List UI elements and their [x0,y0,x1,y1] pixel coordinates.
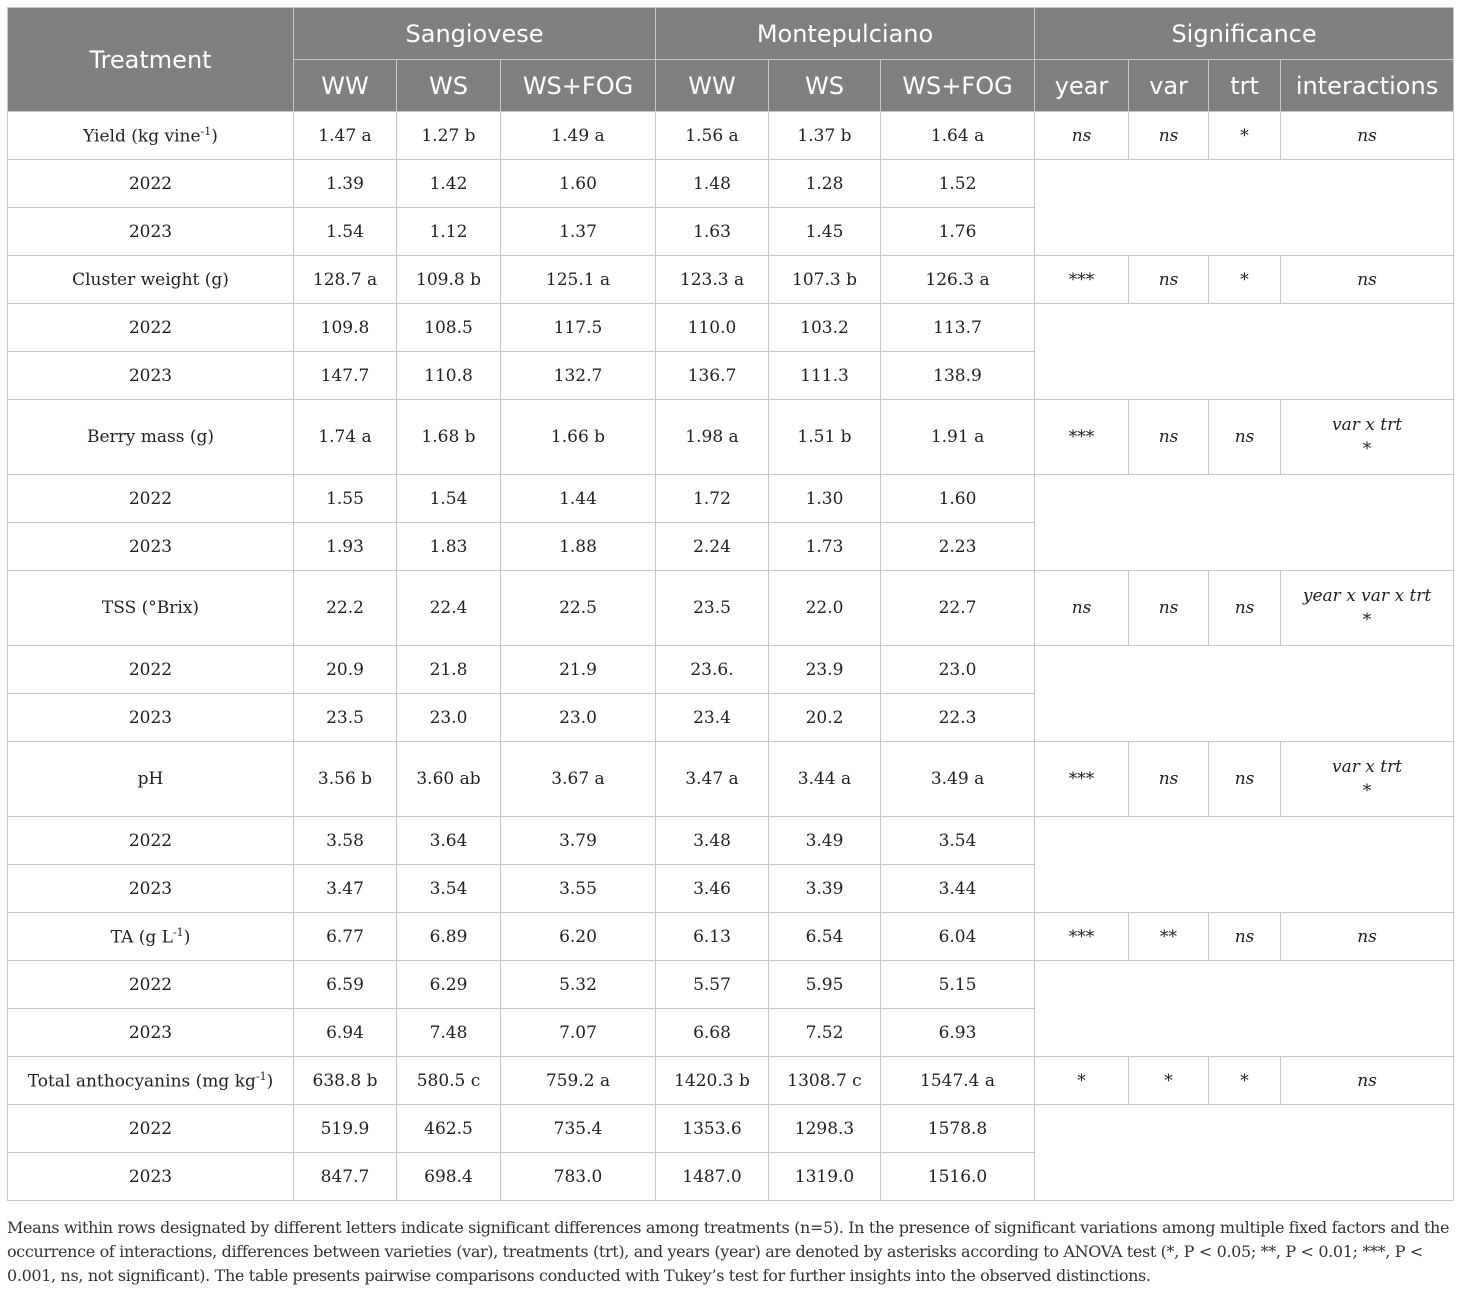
header-sangiovese: Sangiovese [294,8,656,60]
value-cell: 147.7 [294,352,397,400]
row-label-text: 2023 [128,1022,173,1043]
interaction-cell [1281,1057,1454,1105]
row-label [8,865,294,913]
value-cell: 3.60 ab [397,742,501,817]
value-cell: 5.95 [769,961,881,1009]
empty-significance-block [1035,646,1454,742]
value-cell: 107.3 b [769,256,881,304]
value-cell: 1.48 [656,160,769,208]
unit-suffix: ) [183,927,191,948]
interaction-cell [1281,400,1454,475]
significance-cell: ns [1209,913,1281,961]
value-cell: 580.5 c [397,1057,501,1105]
interaction-cell [1281,571,1454,646]
value-cell: 22.0 [769,571,881,646]
significance-cell: ns [1129,571,1209,646]
significance-cell: * [1209,256,1281,304]
value-cell: 3.55 [501,865,656,913]
value-cell: 698.4 [397,1153,501,1201]
value-cell: 1.98 a [656,400,769,475]
value-cell: 23.0 [397,694,501,742]
value-cell: 2.23 [881,523,1035,571]
value-cell: 110.8 [397,352,501,400]
value-cell: 109.8 b [397,256,501,304]
empty-significance-block [1035,304,1454,400]
subheader-cell: WW [294,60,397,112]
value-cell: 6.29 [397,961,501,1009]
value-cell: 5.32 [501,961,656,1009]
interaction-cell [1281,913,1454,961]
row-label [8,208,294,256]
table-row-variable [8,256,1454,304]
table-row-variable [8,400,1454,475]
interaction-term: year x var x trt [1302,586,1432,606]
value-cell: 1.83 [397,523,501,571]
value-cell: 23.0 [501,694,656,742]
significance-cell: *** [1035,913,1129,961]
interaction-cell [1281,256,1454,304]
value-cell: 1.93 [294,523,397,571]
value-cell: 1.60 [501,160,656,208]
row-label-text: Yield (kg vine [83,126,201,147]
value-cell: 128.7 a [294,256,397,304]
value-cell: 1.51 b [769,400,881,475]
row-label [8,304,294,352]
value-cell: 1.54 [294,208,397,256]
subheader-cell: WS [397,60,501,112]
row-label [8,1057,294,1105]
value-cell: 20.9 [294,646,397,694]
row-label [8,646,294,694]
value-cell: 6.54 [769,913,881,961]
value-cell: 1.49 a [501,112,656,160]
significance-cell: *** [1035,256,1129,304]
value-cell: 462.5 [397,1105,501,1153]
row-label [8,400,294,475]
value-cell: 7.48 [397,1009,501,1057]
empty-significance-block [1035,160,1454,256]
value-cell: 21.9 [501,646,656,694]
significance-cell: * [1209,1057,1281,1105]
value-cell: 1353.6 [656,1105,769,1153]
value-cell: 3.79 [501,817,656,865]
value-cell: 6.77 [294,913,397,961]
row-label [8,694,294,742]
value-cell: 1487.0 [656,1153,769,1201]
value-cell: 1.28 [769,160,881,208]
value-cell: 117.5 [501,304,656,352]
value-cell: 3.47 a [656,742,769,817]
value-cell: 3.48 [656,817,769,865]
value-cell: 23.6. [656,646,769,694]
value-cell: 132.7 [501,352,656,400]
table-footnote: Means within rows designated by different letters indicate significant differences among treatments (n=5). In the presence of significant variations among multiple fixed factors and the occurrence of interactions, differences between varieties (var), treatments (trt), and years (year) are denoted by asterisks according to ANOVA test (*, P < 0.05; **, P < 0.01; ***, P < 0.001, ns, not significant). The table presents pairwise comparisons conducted with Tukey’s test for further insights into the observed distinctions. [7,1218,1450,1285]
value-cell: 22.7 [881,571,1035,646]
significance-cell: *** [1035,742,1129,817]
value-cell: 1319.0 [769,1153,881,1201]
row-label [8,523,294,571]
value-cell: 3.54 [397,865,501,913]
value-cell: 1.72 [656,475,769,523]
interaction-term: var x trt [1332,757,1403,777]
value-cell: 1.55 [294,475,397,523]
value-cell: 3.46 [656,865,769,913]
value-cell: 23.5 [656,571,769,646]
value-cell: 1.73 [769,523,881,571]
value-cell: 6.13 [656,913,769,961]
row-label-text: 2022 [128,173,173,194]
value-cell: 22.2 [294,571,397,646]
row-label-text: pH [137,769,164,789]
unit-superscript: -1 [200,124,212,138]
empty-significance-block [1035,1105,1454,1201]
row-label [8,913,294,961]
row-label-text: 2022 [128,1118,173,1139]
value-cell: 3.56 b [294,742,397,817]
value-cell: 109.8 [294,304,397,352]
value-cell: 1.37 [501,208,656,256]
row-label [8,256,294,304]
table-row-variable [8,742,1454,817]
row-label [8,1009,294,1057]
row-label-text: 2023 [128,707,173,728]
table-row-year [8,646,1454,694]
table-row-year [8,817,1454,865]
significance-cell: ns [1209,742,1281,817]
value-cell: 1.76 [881,208,1035,256]
value-cell: 20.2 [769,694,881,742]
value-cell: 638.8 b [294,1057,397,1105]
value-cell: 3.44 a [769,742,881,817]
row-label [8,961,294,1009]
table-row-variable [8,571,1454,646]
value-cell: 6.68 [656,1009,769,1057]
value-cell: 125.1 a [501,256,656,304]
value-cell: 1.88 [501,523,656,571]
subheader-cell: WS+FOG [501,60,656,112]
value-cell: 23.5 [294,694,397,742]
table-row-variable [8,1057,1454,1105]
value-cell: 23.9 [769,646,881,694]
interaction-term: ns [1357,1070,1377,1091]
row-label-text: Berry mass (g) [86,427,215,447]
value-cell: 23.4 [656,694,769,742]
value-cell: 22.5 [501,571,656,646]
value-cell: 1.68 b [397,400,501,475]
row-label-text: Total anthocyanins (mg kg [27,1071,256,1092]
significance-cell: ns [1035,112,1129,160]
row-label-text: 2022 [128,974,173,995]
table-row-variable [8,112,1454,160]
value-cell: 1.66 b [501,400,656,475]
row-label-text: 2022 [128,317,173,338]
row-label-text: TSS (°Brix) [101,598,200,618]
value-cell: 136.7 [656,352,769,400]
value-cell: 1.56 a [656,112,769,160]
value-cell: 1.45 [769,208,881,256]
row-label-text: 2022 [128,659,173,680]
significance-cell: ns [1035,571,1129,646]
table-body [8,112,1454,1201]
value-cell: 23.0 [881,646,1035,694]
value-cell: 1.12 [397,208,501,256]
value-cell: 6.04 [881,913,1035,961]
row-label [8,352,294,400]
interaction-significance: * [1362,610,1372,630]
header-significance: Significance [1035,8,1454,60]
unit-suffix: ) [266,1071,274,1092]
row-label [8,112,294,160]
subheader-cell: WS+FOG [881,60,1035,112]
value-cell: 1.74 a [294,400,397,475]
value-cell: 5.57 [656,961,769,1009]
value-cell: 110.0 [656,304,769,352]
row-label-text: 2023 [128,1166,173,1187]
unit-superscript: -1 [172,925,184,939]
row-label [8,475,294,523]
significance-cell: ** [1129,913,1209,961]
value-cell: 1.47 a [294,112,397,160]
row-label-text: 2022 [128,488,173,509]
value-cell: 783.0 [501,1153,656,1201]
row-label-text: Cluster weight (g) [72,269,229,290]
value-cell: 22.4 [397,571,501,646]
value-cell: 1578.8 [881,1105,1035,1153]
value-cell: 5.15 [881,961,1035,1009]
value-cell: 111.3 [769,352,881,400]
value-cell: 103.2 [769,304,881,352]
row-label [8,1153,294,1201]
value-cell: 1420.3 b [656,1057,769,1105]
value-cell: 1.52 [881,160,1035,208]
value-cell: 1308.7 c [769,1057,881,1105]
value-cell: 1.60 [881,475,1035,523]
row-label [8,160,294,208]
value-cell: 1.63 [656,208,769,256]
value-cell: 1.39 [294,160,397,208]
significance-cell: ns [1209,571,1281,646]
value-cell: 1.27 b [397,112,501,160]
value-cell: 6.89 [397,913,501,961]
results-table [7,7,1454,1201]
interaction-significance: * [1362,781,1372,801]
value-cell: 1.91 a [881,400,1035,475]
interaction-significance: * [1362,439,1372,459]
unit-superscript: -1 [255,1069,267,1083]
table-row-year [8,961,1454,1009]
row-label [8,1105,294,1153]
interaction-term: ns [1357,926,1377,947]
value-cell: 1.30 [769,475,881,523]
interaction-term: ns [1357,125,1377,146]
row-label-text: 2022 [128,830,173,851]
value-cell: 735.4 [501,1105,656,1153]
interaction-cell [1281,112,1454,160]
row-label [8,571,294,646]
row-label-text: 2023 [128,221,173,242]
value-cell: 1.64 a [881,112,1035,160]
subheader-cell: year [1035,60,1129,112]
table-row-year [8,1105,1454,1153]
value-cell: 3.49 a [881,742,1035,817]
significance-cell: ns [1129,742,1209,817]
value-cell: 3.64 [397,817,501,865]
value-cell: 6.93 [881,1009,1035,1057]
significance-cell: ns [1129,112,1209,160]
row-label-text: 2023 [128,365,173,386]
value-cell: 3.49 [769,817,881,865]
value-cell: 21.8 [397,646,501,694]
value-cell: 6.94 [294,1009,397,1057]
table-row-year [8,160,1454,208]
interaction-term: var x trt [1332,415,1403,435]
empty-significance-block [1035,475,1454,571]
value-cell: 1.42 [397,160,501,208]
value-cell: 3.58 [294,817,397,865]
significance-cell: * [1209,112,1281,160]
interaction-cell [1281,742,1454,817]
table-row-variable [8,913,1454,961]
value-cell: 3.44 [881,865,1035,913]
value-cell: 2.24 [656,523,769,571]
significance-cell: * [1035,1057,1129,1105]
value-cell: 519.9 [294,1105,397,1153]
row-label-text: 2023 [128,536,173,557]
empty-significance-block [1035,817,1454,913]
value-cell: 1.44 [501,475,656,523]
subheader-cell: trt [1209,60,1281,112]
value-cell: 3.54 [881,817,1035,865]
value-cell: 6.20 [501,913,656,961]
value-cell: 7.07 [501,1009,656,1057]
value-cell: 1547.4 a [881,1057,1035,1105]
value-cell: 108.5 [397,304,501,352]
significance-cell: ns [1129,256,1209,304]
table-row-year [8,304,1454,352]
interaction-term: ns [1357,269,1377,290]
value-cell: 1298.3 [769,1105,881,1153]
subheader-cell: WW [656,60,769,112]
significance-cell: * [1129,1057,1209,1105]
header-montepulciano: Montepulciano [656,8,1035,60]
subheader-cell: WS [769,60,881,112]
value-cell: 1.54 [397,475,501,523]
table-row-year [8,475,1454,523]
value-cell: 3.39 [769,865,881,913]
significance-cell: *** [1035,400,1129,475]
subheader-cell: interactions [1281,60,1454,112]
value-cell: 22.3 [881,694,1035,742]
subheader-cell: var [1129,60,1209,112]
empty-significance-block [1035,961,1454,1057]
value-cell: 113.7 [881,304,1035,352]
row-label [8,742,294,817]
value-cell: 123.3 a [656,256,769,304]
value-cell: 1.37 b [769,112,881,160]
value-cell: 3.67 a [501,742,656,817]
header-treatment: Treatment [8,8,294,112]
value-cell: 126.3 a [881,256,1035,304]
value-cell: 138.9 [881,352,1035,400]
value-cell: 6.59 [294,961,397,1009]
unit-suffix: ) [211,126,218,147]
row-label-text: TA (g L [110,927,173,948]
value-cell: 759.2 a [501,1057,656,1105]
row-label [8,817,294,865]
significance-cell: ns [1209,400,1281,475]
value-cell: 1516.0 [881,1153,1035,1201]
row-label-text: 2023 [128,878,173,899]
value-cell: 7.52 [769,1009,881,1057]
value-cell: 847.7 [294,1153,397,1201]
value-cell: 3.47 [294,865,397,913]
significance-cell: ns [1129,400,1209,475]
